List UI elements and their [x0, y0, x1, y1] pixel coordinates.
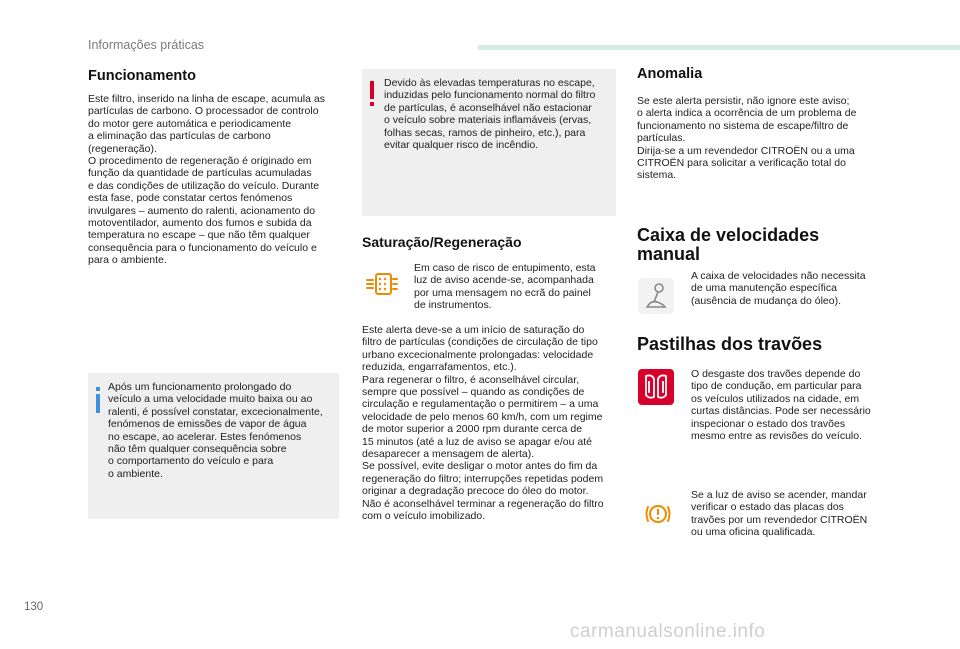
anomalia-text: Se este alerta persistir, não ignore este aviso; o alerta indica a ocorrência de um problema de funcionamento no sistema de escape/filtro de partículas. Dirija-se a um revendedor CITROËN ou a uma CITROËN para solicitar a verificação total do sistema.	[637, 95, 857, 182]
brake-pads-icon	[638, 369, 674, 405]
funcionamento-text: Este filtro, inserido na linha de escape, acumula as partículas de carbono. O processador de controlo do motor gere automática e periodicamente a eliminação das partículas de carbono (regeneração). O procedimento de regeneração é originado em função da quantidade de partículas acumuladas e das condições de utilização do veículo. Durante esta fase, pode constatar certos fenómenos invulgares – aumento do ralenti, acionamento do motoventilador, aumento dos fumos e subida da temperatura no escape – que não têm qualquer consequência para o funcionamento do veículo e para o ambiente.	[88, 93, 325, 267]
watermark: carmanualsonline.info	[570, 621, 766, 642]
warning-box-text: Devido às elevadas temperaturas no escape, induzidas pelo funcionamento normal do filtro de partículas, é aconselhável não estacionar o veículo sobre materiais inflamáveis (ervas, folhas secas, ramos de pinheiro, etc.), para evitar qualquer risco de incêndio.	[384, 77, 596, 152]
warning-box	[362, 69, 616, 216]
page-number: 130	[24, 601, 44, 613]
saturacao-text: Este alerta deve-se a um início de saturação do filtro de partículas (condições de circulação de tipo urbano excecionalmente prolongadas: velocidade reduzida, engarrafamentos, etc.). Para regenerar o filtro, é aconselhável circular, sempre que possível – quando as condições de circulação e regulamentação o permitirem – a uma velocidade de pelo menos 60 km/h, com um regime de motor superior a 2000 rpm durante cerca de 15 minutos (até a luz de aviso se apagar e/ou até desaparecer a mensagem de alerta). Se possível, evite desligar o motor antes do fim da regeneração do filtro; interrupções repetidas podem originar a degradação precoce do óleo do motor. Não é aconselhável terminar a regeneração do filtro com o veículo imobilizado.	[362, 324, 604, 523]
exclamation-icon	[369, 81, 375, 107]
gear-lever-icon	[638, 278, 674, 314]
pastilhas-section	[637, 334, 899, 355]
caixa-text: A caixa de velocidades não necessita de uma manutenção específica (ausência de mudança do óleo).	[691, 270, 866, 307]
saturacao-section	[362, 234, 624, 250]
info-icon	[95, 387, 101, 413]
header-accent-bar	[478, 45, 960, 50]
pastilhas-title: Pastilhas dos travões	[637, 334, 823, 354]
funcionamento-section	[88, 68, 350, 267]
particle-filter-icon	[364, 266, 400, 302]
caixa-title: Caixa de velocidades manual	[637, 225, 820, 264]
brake-warning-text: Se a luz de aviso se acender, mandar verificar o estado das placas dos travões por um revendedor CITROËN ou uma oficina qualificada.	[691, 489, 868, 539]
saturacao-intro: Em caso de risco de entupimento, esta luz de aviso acende-se, acompanhada por uma mensagem no ecrã do painel de instrumentos.	[414, 262, 596, 312]
caixa-section	[637, 226, 899, 264]
anomalia-title: Anomalia	[637, 66, 703, 82]
pastilhas-text: O desgaste dos travões depende do tipo de condução, em particular para os veículos utilizados na cidade, em curtas distâncias. Pode ser necessário inspecionar o estado dos travões mesmo entre as revisões do veículo.	[691, 368, 871, 443]
funcionamento-title: Funcionamento	[88, 68, 196, 84]
header-title: Informações práticas	[88, 38, 205, 52]
brake-warning-icon	[640, 496, 676, 532]
info-box-text: Após um funcionamento prolongado do veículo a uma velocidade muito baixa ou ao ralenti, é possível constatar, excecionalmente, fenómenos de emissões de vapor de água no escape, ao acelerar. Estes fenómenos não têm qualquer consequência sobre o comportamento do veículo e para o ambiente.	[108, 381, 323, 480]
anomalia-section	[637, 66, 899, 182]
saturacao-title: Saturação/Regeneração	[362, 234, 522, 250]
info-box	[88, 373, 339, 519]
